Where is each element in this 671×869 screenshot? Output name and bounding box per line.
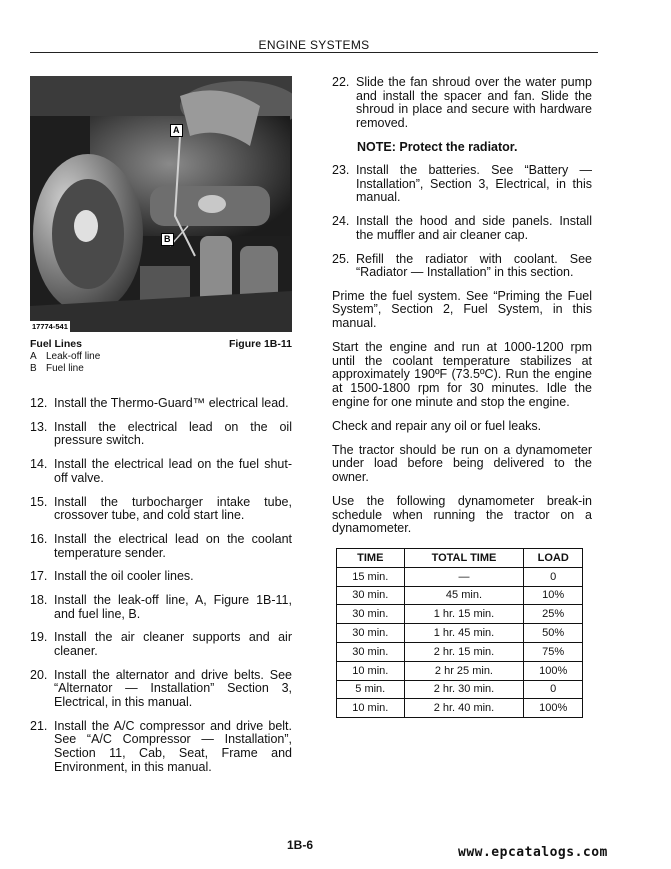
table-row: 10 min. 2 hr 25 min. 100% xyxy=(337,661,583,680)
step-16: 16. Install the electrical lead on the coolant temperature sender. xyxy=(30,531,292,560)
step-15: 15. Install the turbocharger intake tube, crossover tube, and cold start line. xyxy=(30,494,292,523)
legend-item: A Leak-off line xyxy=(30,351,101,362)
table-row: 30 min. 1 hr. 15 min. 25% xyxy=(337,605,583,624)
paragraph-dynamometer: The tractor should be run on a dynamometer under load before being delivered to the owner. xyxy=(332,442,592,484)
paragraph-start-engine: Start the engine and run at 1000-1200 rpm until the coolant temperature stabilizes at approximately 190ºF (73.5ºC). Run the engine at 1500-1800 rpm for 30 minutes. Idle the engine for one minute and stop the engine. xyxy=(332,340,592,409)
step-12: 12. Install the Thermo-Guard™ electrical lead. xyxy=(30,396,289,410)
step-25: 25. Refill the radiator with coolant. See “Radiator — Installation” in this section. xyxy=(332,251,592,280)
photo-id: 17774-541 xyxy=(32,322,68,331)
legend-item: B Fuel line xyxy=(30,363,84,374)
watermark-url: www.epcatalogs.com xyxy=(458,845,608,860)
table-header: TOTAL TIME xyxy=(404,549,524,568)
page-header: ENGINE SYSTEMS xyxy=(258,38,370,52)
engine-illustration xyxy=(30,76,292,332)
paragraph-schedule-intro: Use the following dynamometer break-in schedule when running the tractor on a dynamometer. xyxy=(332,494,592,536)
paragraph-check-leaks: Check and repair any oil or fuel leaks. xyxy=(332,418,542,433)
table-row: 5 min. 2 hr. 30 min. 0 xyxy=(337,680,583,699)
step-14: 14. Install the electrical lead on the fuel shut-off valve. xyxy=(30,457,292,485)
callout-b: B xyxy=(161,233,174,246)
table-header: TIME xyxy=(337,549,405,568)
callout-a: A xyxy=(170,124,183,137)
table-header: LOAD xyxy=(524,549,583,568)
table-row: 10 min. 2 hr. 40 min. 100% xyxy=(337,699,583,718)
step-18: 18. Install the leak-off line, A, Figure 1B-11, and fuel line, B. xyxy=(30,593,292,621)
table-row: 30 min. 1 hr. 45 min. 50% xyxy=(337,624,583,643)
step-21: 21. Install the A/C compressor and drive belt. See “A/C Compressor — Installation”, Section 11, Cab, Seat, Frame and Environment, in this manual. xyxy=(30,718,292,774)
header-rule xyxy=(30,52,598,53)
step-24: 24. Install the hood and side panels. Install the muffler and air cleaner cap. xyxy=(332,214,592,242)
engine-photo xyxy=(30,76,292,332)
caption-title: Fuel Lines xyxy=(30,338,82,350)
figure-caption xyxy=(30,338,292,374)
step-20: 20. Install the alternator and drive belts. See “Alternator — Installation” Section 3, Electrical, in this manual. xyxy=(30,667,292,709)
figure-label: Figure 1B-11 xyxy=(228,338,292,350)
step-22: 22. Slide the fan shroud over the water pump and install the spacer and fan. Slide the shroud in place and secure with hardware removed. xyxy=(332,75,592,130)
left-steps xyxy=(30,397,292,784)
paragraph-prime-fuel: Prime the fuel system. See “Priming the Fuel System”, Section 2, Fuel System, in this manual. xyxy=(332,288,592,331)
table-row: 15 min. — 0 xyxy=(337,567,583,586)
step-13: 13. Install the electrical lead on the oil pressure switch. xyxy=(30,419,292,448)
note-protect-radiator: NOTE: Protect the radiator. xyxy=(357,139,518,154)
table-row: 30 min. 45 min. 10% xyxy=(337,586,583,605)
table-header-row xyxy=(337,549,583,568)
table-row: 30 min. 2 hr. 15 min. 75% xyxy=(337,642,583,661)
page-number: 1B-6 xyxy=(287,838,314,852)
step-19: 19. Install the air cleaner supports and air cleaner. xyxy=(30,630,292,659)
right-column xyxy=(332,76,592,546)
step-23: 23. Install the batteries. See “Battery — Installation”, Section 3, Electrical, in this manual. xyxy=(332,163,592,205)
step-17: 17. Install the oil cooler lines. xyxy=(30,569,194,584)
break-in-schedule-table xyxy=(336,548,583,718)
